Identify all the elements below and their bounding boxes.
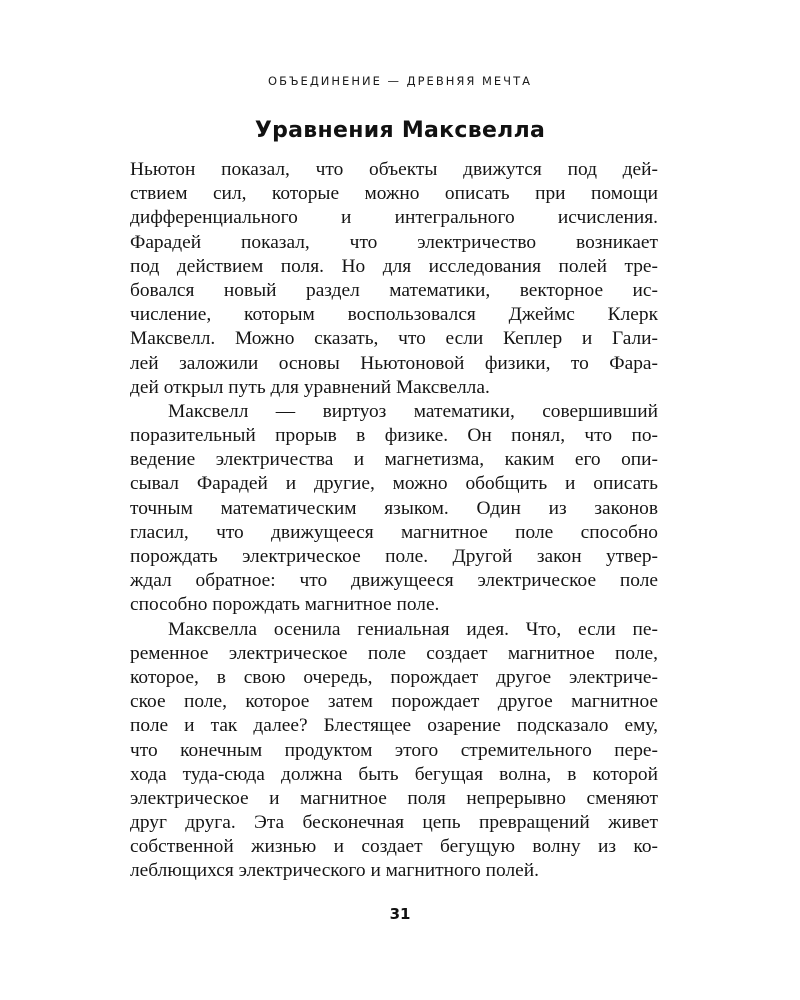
text-line: бовался новый раздел математики, векторное ис- [130, 279, 658, 301]
text-line: ствием сил, которые можно описать при помощи [130, 183, 658, 205]
running-head: ОБЪЕДИНЕНИЕ — ДРЕВНЯЯ МЕЧТА [268, 74, 532, 88]
text-line: что конечным продуктом этого стремительного пере- [130, 739, 658, 761]
text-line: ременное электрическое поле создает магнитное поле, [130, 642, 658, 664]
text-line: ведение электричества и магнетизма, каким его опи- [130, 449, 658, 471]
text-line: Фарадей показал, что электричество возникает [130, 231, 658, 253]
text-line: гласил, что движущееся магнитное поле способно [130, 521, 658, 543]
text-line: дей открыл путь для уравнений Максвелла. [130, 376, 490, 398]
paragraph-3 [130, 618, 658, 884]
text-line: леблющихся электрического и магнитного полей. [130, 860, 540, 882]
text-line: числение, которым воспользовался Джеймс Клерк [130, 304, 658, 326]
paragraph-1 [130, 158, 658, 400]
text-line: друг друга. Эта бесконечная цепь превращений живет [130, 812, 658, 834]
section-title: Уравнения Максвелла [254, 118, 546, 143]
text-line: Максвелла осенила гениальная идея. Что, если пе- [168, 618, 658, 640]
body-text [130, 158, 658, 884]
text-line: точным математическим языком. Один из законов [130, 497, 658, 519]
text-line: Максвелл. Можно сказать, что если Кеплер и Гали- [130, 328, 658, 350]
text-line: Ньютон показал, что объекты движутся под дей- [130, 159, 658, 180]
text-line: Максвелл — виртуоз математики, совершивший [168, 400, 658, 422]
text-line: под действием поля. Но для исследования полей тре- [130, 255, 658, 277]
text-line: сывал Фарадей и другие, можно обобщить и описать [130, 473, 658, 495]
text-line: хода туда-сюда должна быть бегущая волна, в которой [130, 763, 658, 785]
text-line: способно порождать магнитное поле. [130, 594, 440, 616]
text-line: дифференциального и интегрального исчисления. [130, 207, 658, 229]
text-line: порождать электрическое поле. Другой закон утвер- [130, 546, 658, 567]
text-line: ждал обратное: что движущееся электрическое поле [130, 570, 658, 592]
text-line: электрическое и магнитное поля непрерывно сменяют [130, 787, 658, 809]
text-line: поразительный прорыв в физике. Он понял, что по- [130, 425, 658, 447]
text-line: лей заложили основы Ньютоновой физики, то Фара- [130, 352, 658, 374]
text-line: ское поле, которое затем порождает другое магнитное [130, 691, 658, 713]
text-line: поле и так далее? Блестящее озарение подсказало ему, [130, 715, 658, 737]
text-line: собственной жизнью и создает бегущую волну из ко- [130, 836, 658, 858]
page-number: 31 [389, 905, 411, 923]
paragraph-2 [130, 400, 658, 618]
text-line: которое, в свою очередь, порождает другое электриче- [130, 666, 658, 688]
